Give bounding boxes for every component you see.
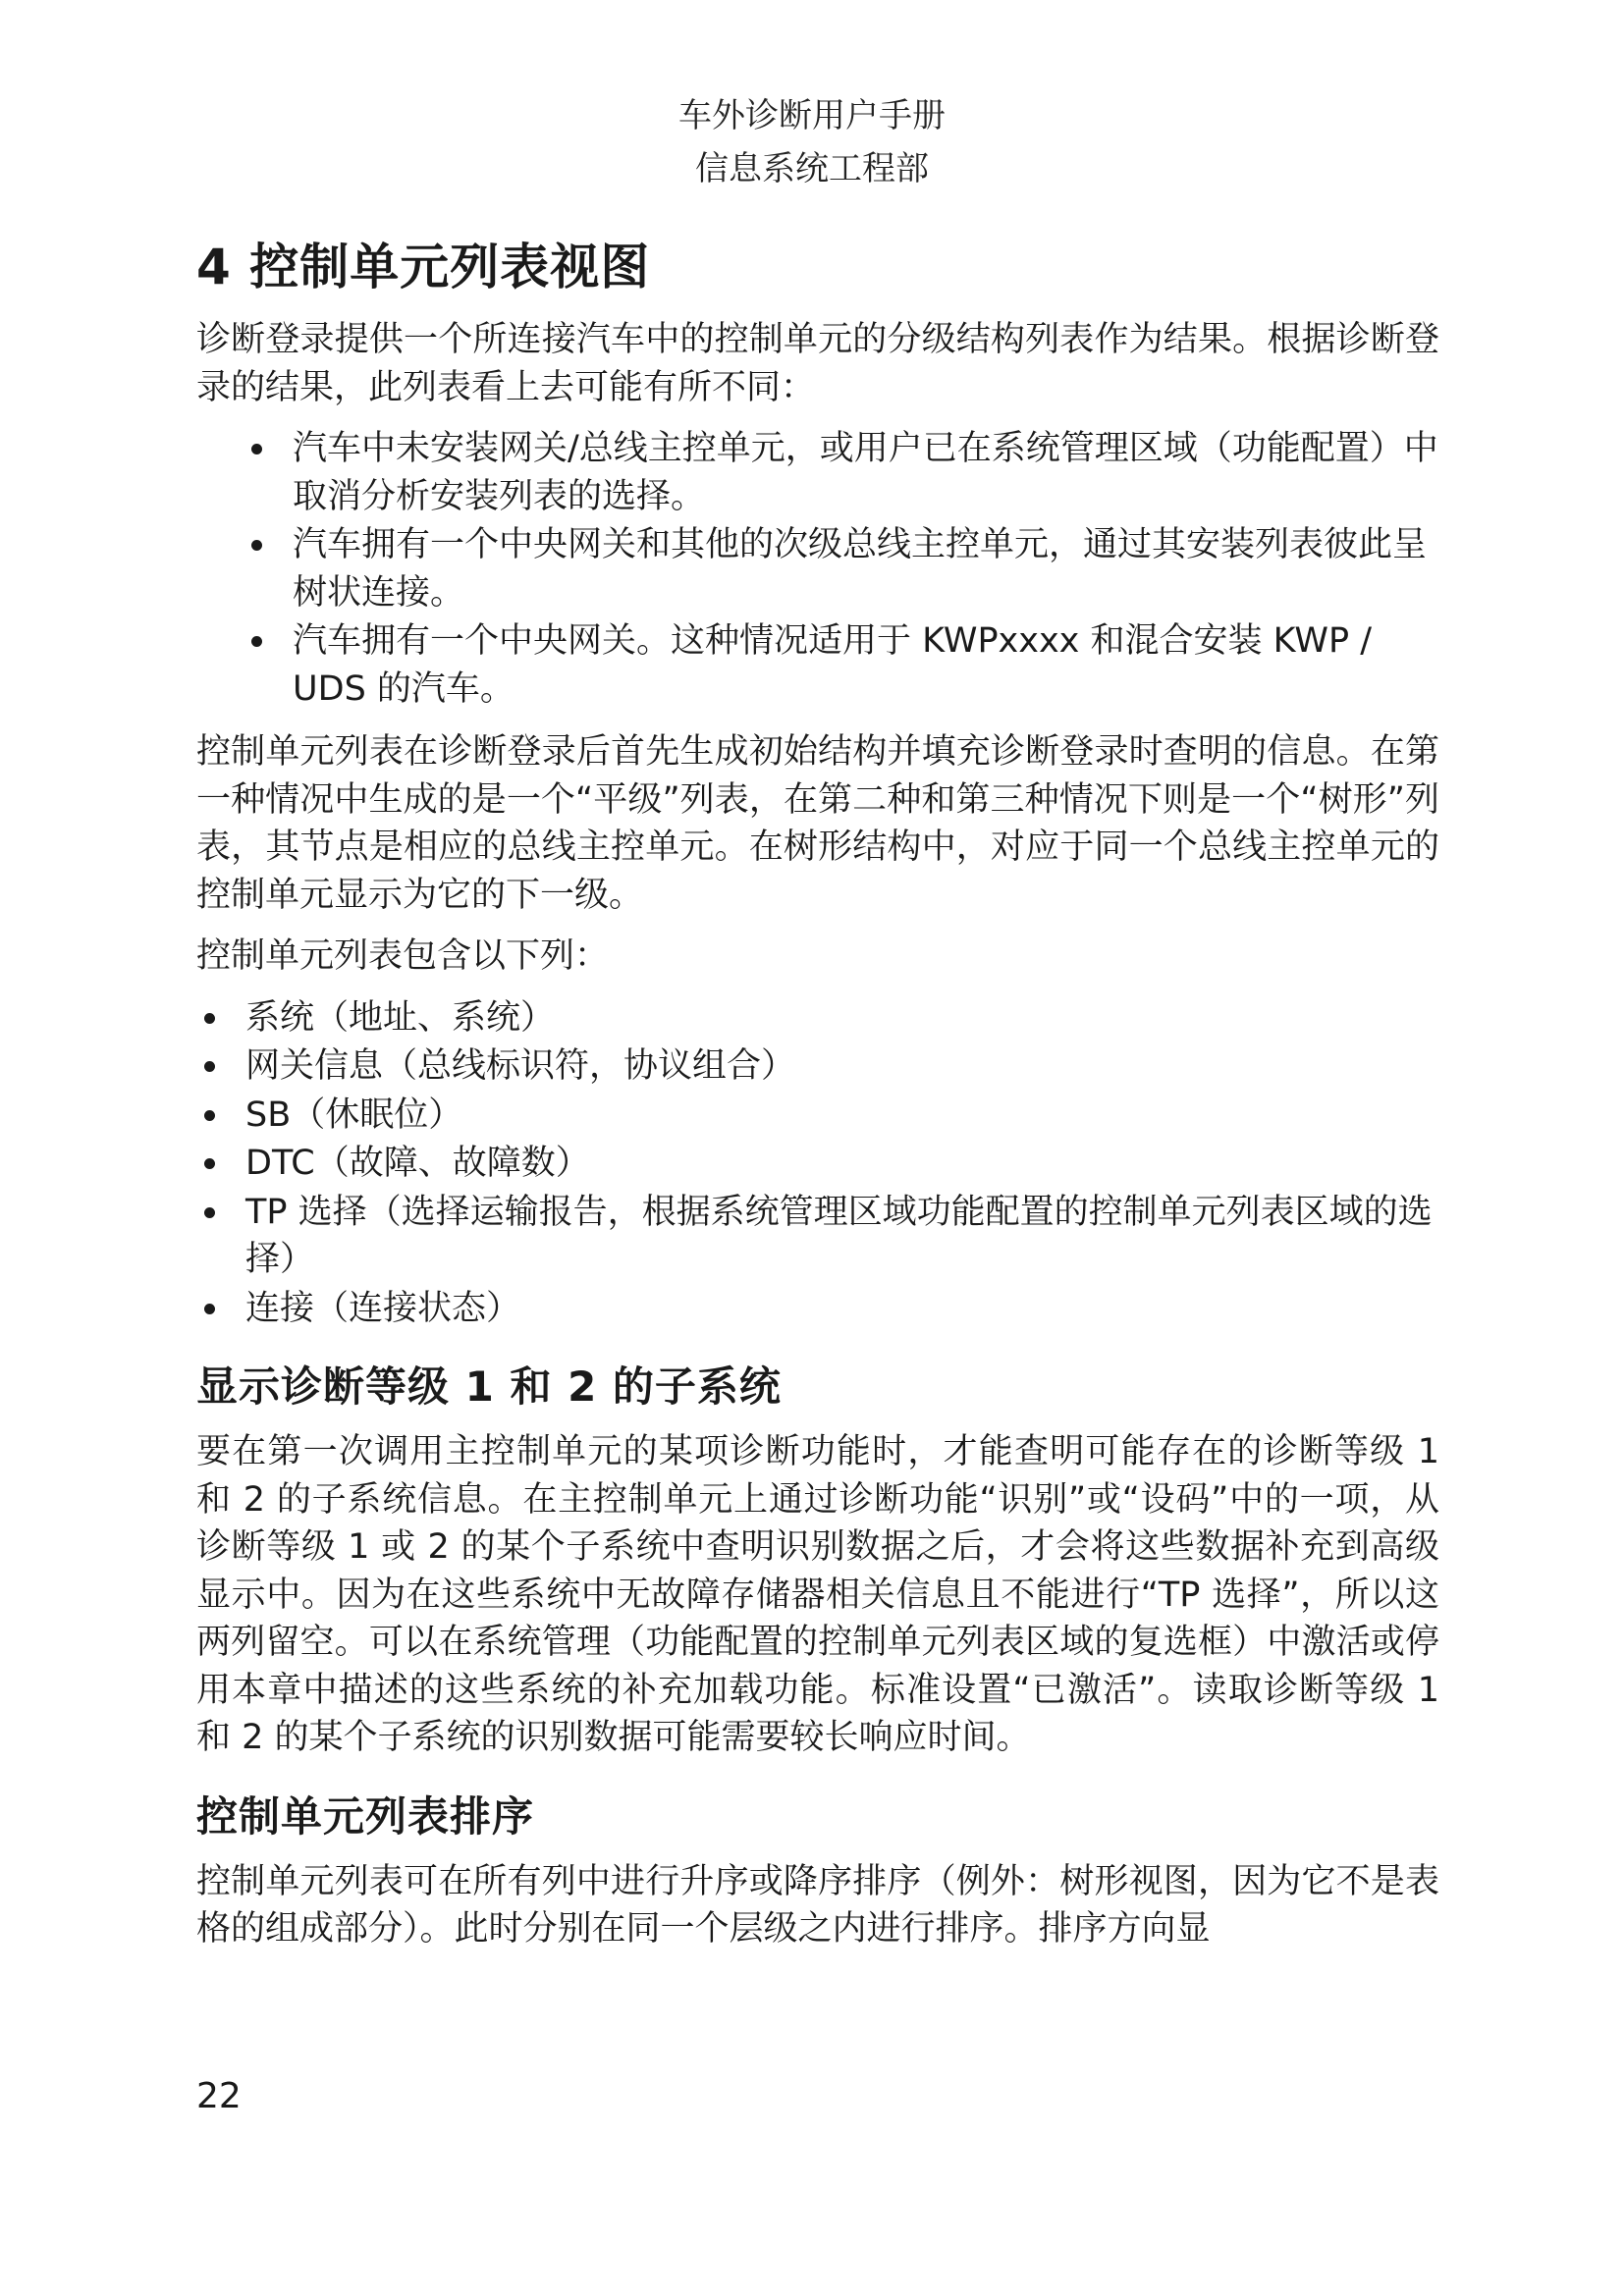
list-item xyxy=(245,1189,1439,1284)
list-item-text: 连接（连接状态） xyxy=(245,1288,521,1328)
running-header-department: 信息系统工程部 xyxy=(695,149,929,188)
list-item-text: 系统（地址、系统） xyxy=(245,997,556,1038)
list-item xyxy=(245,1042,1439,1091)
list-item-text: 汽车中未安装网关/总线主控单元，或用户已在系统管理区域（功能配置）中取消分析安装列表的选择。 xyxy=(293,429,1438,516)
list-item xyxy=(293,425,1439,520)
list-item-text: 汽车拥有一个中央网关和其他的次级总线主控单元，通过其安装列表彼此呈树状连接。 xyxy=(293,525,1428,613)
page-content xyxy=(196,232,1439,1967)
section-title: 4 控制单元列表视图 xyxy=(196,239,651,295)
bullet-icon xyxy=(204,1304,215,1314)
structure-paragraph: 控制单元列表在诊断登录后首先生成初始结构并填充诊断登录时查明的信息。在第一种情况中生成的是一个“平级”列表，在第二种和第三种情况下则是一个“树形”列表，其节点是相应的总线主控单元。在树形结构中，对应于同一个总线主控单元的控制单元显示为它的下一级。 xyxy=(196,732,1439,915)
bullet-icon xyxy=(204,1158,215,1169)
bullet-icon xyxy=(204,1013,215,1024)
list-item xyxy=(245,994,1439,1042)
list-item xyxy=(293,521,1439,616)
list-item xyxy=(245,1285,1439,1333)
bullet-icon xyxy=(251,444,262,454)
subsection-title-subsystems: 显示诊断等级 1 和 2 的子系统 xyxy=(196,1362,782,1411)
subsection-body-subsystems: 要在第一次调用主控制单元的某项诊断功能时，才能查明可能存在的诊断等级 1 和 2 的子系统信息。在主控制单元上通过诊断功能“识别”或“设码”中的一项，从诊断等级 1 或 2 的某个子系统中查明识别数据之后，才会将这些数据补充到高级显示中。因为在这些系统中无故障存储器相关信息且不能进行“TP 选择”，所以这两列留空。可以在系统管理（功能配置的控制单元列表区域的复选框）中激活或停用本章中描述的这些系统的补充加载功能。标准设置“已激活”。读取诊断等级 1 和 2 的某个子系统的识别数据可能需要较长响应时间。 xyxy=(196,1432,1439,1757)
list-item xyxy=(245,1092,1439,1140)
list-item-text: TP 选择（选择运输报告，根据系统管理区域功能配置的控制单元列表区域的选择） xyxy=(245,1192,1433,1279)
running-header-title: 车外诊断用户手册 xyxy=(678,96,946,135)
list-item-text: SB（休眠位） xyxy=(245,1095,463,1135)
list-item xyxy=(245,1140,1439,1188)
list-item-text: 汽车拥有一个中央网关。这种情况适用于 KWPxxxx 和混合安装 KWP / UDS 的汽车。 xyxy=(293,621,1372,709)
columns-intro: 控制单元列表包含以下列： xyxy=(196,936,610,976)
list-item-text: DTC（故障、故障数） xyxy=(245,1144,590,1183)
case-list xyxy=(196,425,1439,713)
bullet-icon xyxy=(204,1061,215,1072)
subsection-title-sorting: 控制单元列表排序 xyxy=(196,1791,535,1841)
bullet-icon xyxy=(204,1110,215,1121)
bullet-icon xyxy=(251,636,262,647)
page-number: 22 xyxy=(196,2076,242,2116)
bullet-icon xyxy=(251,540,262,551)
subsection-body-sorting: 控制单元列表可在所有列中进行升序或降序排序（例外：树形视图，因为它不是表格的组成部分）。此时分别在同一个层级之内进行排序。排序方向显 xyxy=(196,1861,1439,1949)
section-intro: 诊断登录提供一个所连接汽车中的控制单元的分级结构列表作为结果。根据诊断登录的结果，此列表看上去可能有所不同： xyxy=(196,320,1439,407)
list-item-text: 网关信息（总线标识符，协议组合） xyxy=(245,1046,796,1086)
bullet-icon xyxy=(204,1207,215,1218)
list-item xyxy=(293,617,1439,713)
column-list xyxy=(196,994,1439,1333)
